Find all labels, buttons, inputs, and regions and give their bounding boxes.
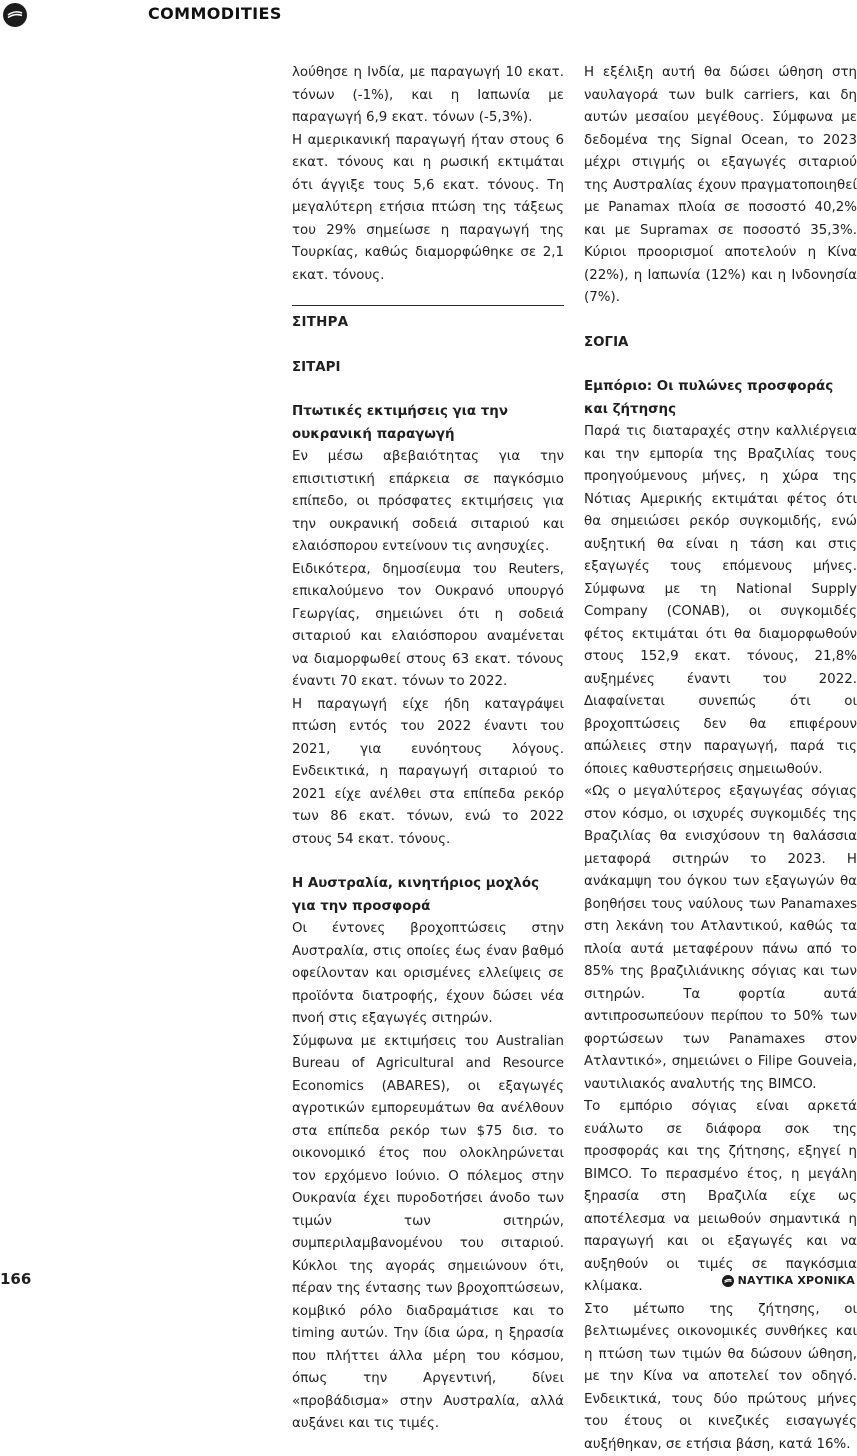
article-heading-trade: Εμπόριο: Οι πυλώνες προσφοράς και ζήτησης <box>584 376 857 421</box>
paragraph: Παρά τις διαταραχές στην καλλιέργεια και την εμπορία της Βραζιλίας τους προηγούμενους μήνες, η χώρα της Νότιας Αμερικής εκτιμάται φέτος ότι θα σημειώσει ρεκόρ συγκομιδής, ενώ αυξητική θα είναι η τάση και στις εξαγωγές τους επόμενους μήνες. Σύμφωνα με τη National Supply Company (CONAB), οι συγκομιδές φέτος εκτιμάται ότι θα διαμορφωθούν στους 152,9 εκατ. τόνους, 21,8% αυξημένες έναντι του 2022. Διαφαίνεται συνεπώς ότι οι βροχοπτώσεις δεν θα επιφέρουν απώλειες στην παραγωγή, παρά τις όποιες καθυστερήσεις σημειωθούν. <box>584 421 857 781</box>
page-header <box>0 0 857 30</box>
subsection-heading-soy: ΣΟΓΙΑ <box>584 332 857 355</box>
left-column <box>292 62 564 1436</box>
paragraph: Οι έντονες βροχοπτώσεις στην Αυστραλία, στις οποίες έως έναν βαθμό οφείλονταν και ορισμένες ελλείψεις σε προϊόντα διατροφής, έχουν δώσει νέα πνοή στις εξαγωγές σιτηρών. <box>292 918 564 1031</box>
page-number: 166 <box>0 1270 31 1288</box>
paragraph: Η παραγωγή είχε ήδη καταγράψει πτώση εντός του 2022 έναντι του 2021, για ευνόητους λόγους. Ενδεικτικά, η παραγωγή σιταριού το 2021 είχε ανέλθει στα επίπεδα ρεκόρ των 86 εκατ. τόνων, ενώ το 2022 στους 54 εκατ. τόνους. <box>292 694 564 852</box>
paragraph: «Ως ο μεγαλύτερος εξαγωγέας σόγιας στον κόσμο, οι ισχυρές συγκομιδές της Βραζιλίας θα ενισχύσουν τη θαλάσσια μεταφορά σιτηρών το 2023. Η ανάκαμψη του όγκου των εξαγωγών θα βοηθήσει τους ναύλους των Panamaxes στη λεκάνη του Ατλαντικού, καθώς τα πλοία αυτά μεταφέρουν πάνω από το 85% της βραζιλιάνικης σόγιας και των σιτηρών. Τα φορτία αυτά αντιπροσωπεύουν περίπου το 50% των φορτώσεων των Panamaxes στον Ατλαντικό», σημειώνει ο Filipe Gouveia, ναυτιλιακός αναλυτής της BIMCO. <box>584 781 857 1096</box>
paragraph: Η εξέλιξη αυτή θα δώσει ώθηση στη ναυλαγορά των bulk carriers, και δη αυτών μεσαίου μεγέθους. Σύμφωνα με δεδομένα της Signal Ocean, το 2023 μέχρι στιγμής οι εξαγωγές σιταριού της Αυστραλίας έχουν πραγματοποιηθεί με Panamax πλοία σε ποσοστό 40,2% και με Supramax σε ποσοστό 35,3%. Κύριοι προορισμοί αποτελούν η Κίνα (22%), η Ιαπωνία (12%) και η Ινδονησία (7%). <box>584 62 857 310</box>
article-heading-ukraine: Πτωτικές εκτιμήσεις για την ουκρανική παραγωγή <box>292 401 564 446</box>
subsection-heading-wheat: ΣΙΤΑΡΙ <box>292 357 564 380</box>
paragraph: Η αμερικανική παραγωγή ήταν στους 6 εκατ. τόνους και η ρωσική εκτιμάται ότι άγγιξε τους 5,6 εκατ. τόνους. Τη μεγαλύτερη ετήσια πτώση της τάξεως του 29% σημείωσε η παραγωγή της Τουρκίας, καθώς διαμορφώθηκε σε 2,1 εκατ. τόνους. <box>292 130 564 288</box>
publication-brand <box>722 1274 855 1287</box>
section-label: COMMODITIES <box>148 4 282 23</box>
publication-name: ΝΑΥΤΙΚΑ ΧΡΟΝΙΚΑ <box>738 1274 855 1287</box>
article-heading-australia: Η Αυστραλία, κινητήριος μοχλός για την προσφορά <box>292 873 564 918</box>
paragraph: Ειδικότερα, δημοσίευμα του Reuters, επικαλούμενο τον Ουκρανό υπουργό Γεωργίας, σημειώνει ότι η σοδειά σιταριού και ελαιόσπορου αναμένεται να διαμορφωθεί στους 63 εκατ. τόνους έναντι 70 εκατ. τόνων το 2022. <box>292 559 564 694</box>
right-column <box>584 62 857 1456</box>
section-heading-grains: ΣΙΤΗΡΑ <box>292 312 564 335</box>
paragraph: Σύμφωνα με εκτιμήσεις του Australian Bureau of Agricultural and Resource Economics (ABARES), οι εξαγωγές αγροτικών εμπορευμάτων θα ανέλθουν στα επίπεδα ρεκόρ των $75 δισ. το οικονομικό έτος που ολοκληρώνεται τον ερχόμενο Ιούνιο. Ο πόλεμος στην Ουκρανία έχει πυροδοτήσει άνοδο των τιμών των σιτηρών, συμπεριλαμβανομένου του σιταριού. Κύκλοι της αγοράς σημειώνουν ότι, πέραν της έντασης των βροχοπτώσεων, κομβικό ρόλο διαδραμάτισε και το timing αυτών. Την ίδια ώρα, η ξηρασία που πλήττει άλλα μέρη του κόσμου, όπως την Αργεντινή, δίνει «προβάδισμα» στην Αυστραλία, αλλά αυξάνει και τις τιμές. <box>292 1031 564 1436</box>
magazine-logo-icon <box>3 3 27 27</box>
publication-logo-icon <box>722 1275 734 1287</box>
paragraph: Το εμπόριο σόγιας είναι αρκετά ευάλωτο σε διάφορα σοκ της προσφοράς και της ζήτησης, εξηγεί η BIMCO. Το περασμένο έτος, η μεγάλη ξηρασία στη Βραζιλία είχε ως αποτέλεσμα να μειωθούν σημαντικά η παραγωγή και οι εξαγωγές και να αυξηθούν οι τιμές σε παγκόσμια κλίμακα. <box>584 1096 857 1299</box>
paragraph: λούθησε η Ινδία, με παραγωγή 10 εκατ. τόνων (-1%), και η Ιαπωνία με παραγωγή 6,9 εκατ. τόνων (-5,3%). <box>292 62 564 130</box>
paragraph: Στο μέτωπο της ζήτησης, οι βελτιωμένες οικονομικές συνθήκες και η πτώση των τιμών θα δώσουν ώθηση, με την Κίνα να αποτελεί τον οδηγό. Ενδεικτικά, τους δύο πρώτους μήνες του έτους οι κινεζικές εισαγωγές αυξήθηκαν, σε ετήσια βάση, κατά 16%. <box>584 1299 857 1456</box>
paragraph: Εν μέσω αβεβαιότητας για την επισιτιστική επάρκεια σε παγκόσμιο επίπεδο, οι πρόσφατες εκτιμήσεις για την ουκρανική σοδειά σιταριού και ελαιόσπορου εντείνουν τις ανησυχίες. <box>292 446 564 559</box>
section-divider <box>292 305 564 306</box>
